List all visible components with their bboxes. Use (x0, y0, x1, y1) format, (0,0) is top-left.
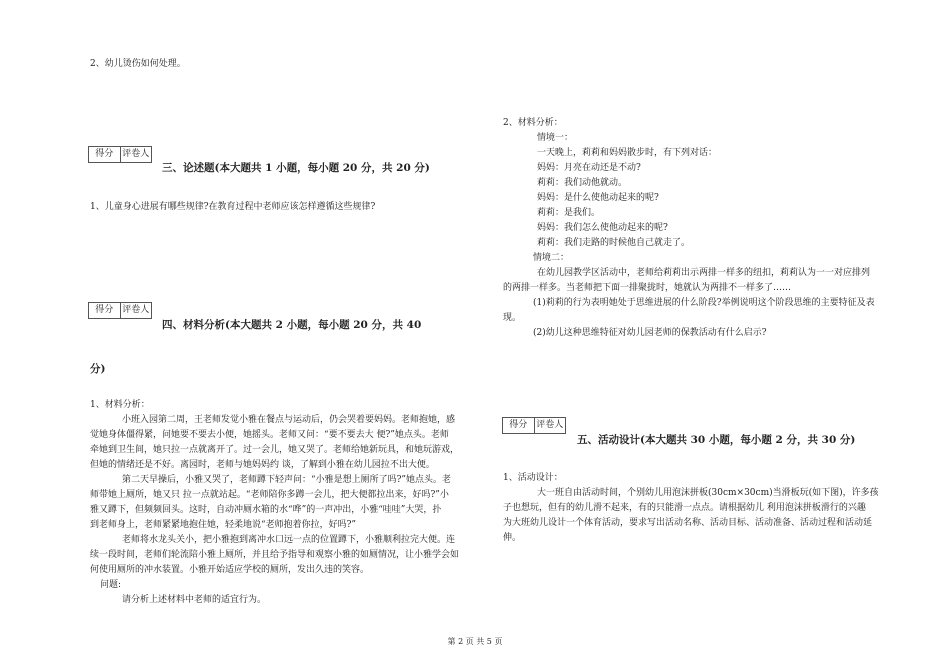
section-5-title: 五、活动设计(本大题共 30 小题，每小题 2 分，共 30 分) (577, 434, 856, 446)
text-line: 伸。 (503, 533, 522, 543)
text-line: 何使用厕所的冲水装置。小雅开始适应学校的厕所，发出久违的笑容。 (90, 565, 370, 575)
text-line: 在幼儿园教学区活动中，老师给莉莉出示两排一样多的纽扣，莉莉认为一一对应排列 (537, 268, 871, 278)
material-2-label: 2、材料分析： (503, 118, 563, 128)
question-label: 问题: (100, 580, 122, 590)
scene-1-label: 情境一： (537, 133, 574, 143)
section-4-title: 四、材料分析(本大题共 2 小题，每小题 20 分，共 40 (162, 319, 422, 331)
text-line: 觉她身体僵得紧，问她要不要去小便，她摇头。老师又问：“要不要去大 便?”她点头。老师 (90, 430, 449, 440)
score-label: 得分 (89, 147, 121, 162)
reviewer-label: 评卷人 (122, 149, 150, 159)
text-line: 子也想玩，但有的幼儿滑不起来，有的只能滑一点点。请根据幼儿 利用泡沫拼板滑行的兴趣 (503, 503, 866, 513)
text-line: 大一班自由活动时间，个别幼儿用泡沫拼板(30cm×30cm)当滑板玩(如下图)，许多孩 (537, 488, 879, 498)
material-1-label: 1、材料分析： (90, 400, 150, 410)
text-line: 妈妈：是什么使他动起来的呢? (537, 193, 659, 203)
sub-question-1: (1)莉莉的行为表明她处于思维进展的什么阶段?举例说明这个阶段思维的主要特征及表 (533, 298, 875, 308)
material-2-body (503, 131, 913, 341)
material-1-body (90, 413, 490, 608)
section-3-title: 三、论述题(本大题共 1 小题，每小题 20 分，共 20 分) (162, 162, 430, 174)
text-line: 小班入园第二周，王老师发觉小雅在餐点与运动后，仍会哭着要妈妈。老师抱她，感 (122, 415, 456, 425)
sub-question-1-cont: 现。 (503, 313, 522, 323)
text-line: 师带她上厕所，她又只 拉一点就站起。“老师陪你多蹲一会儿，把大便都拉出来，好吗?”小 (90, 490, 449, 500)
activity-body (503, 486, 913, 546)
scene-2-label: 情境二： (533, 253, 570, 263)
score-box (88, 302, 152, 319)
activity-label: 1、活动设计： (503, 473, 563, 483)
score-label: 得分 (89, 303, 121, 318)
text-line: 牵她到卫生间，她只拉一点就离开了。过一会儿，她又哭了。老师给她新玩具，和她玩游戏， (90, 445, 460, 455)
sub-question-2: (2)幼儿这种思维特征对幼儿园老师的保教活动有什么启示? (533, 328, 767, 338)
text-line: 一天晚上，莉莉和妈妈散步时，有下列对话： (537, 148, 718, 158)
text-line: 但她的情绪还是不好。离园时，老师与她妈妈约 谈，了解到小雅在幼儿园拉不出大便。 (90, 460, 435, 470)
text-line: 到老师身上，老师紧紧地抱住她，轻柔地说“老师抱着你拉，好吗?” (90, 520, 357, 530)
text-line: 莉莉：我们走路的时候他自己就走了。 (537, 238, 691, 248)
text-line: 为大班幼儿设计一个体育活动，要求写出活动名称、活动目标、活动准备、活动过程和活动延 (503, 518, 873, 528)
score-label: 得分 (503, 418, 535, 433)
text-line: 雅又蹲下，但频频回头。这时，自动冲厕水箱的水“哗”的一声冲出，小雅“哇哇”大哭，扑 (90, 505, 442, 515)
text-line: 老师将水龙头关小，把小雅抱到离冲水口远一点的位置蹲下，小雅顺利拉完大便。连 (122, 535, 456, 545)
page-number: 第 2 页 共 5 页 (447, 637, 503, 646)
text-line: 妈妈：月亮在动还是不动? (537, 163, 641, 173)
question-essay: 1、儿童身心进展有哪些规律?在教育过程中老师应该怎样遵循这些规律? (90, 202, 376, 212)
text-line: 妈妈：我们怎么使他动起来的呢? (537, 223, 668, 233)
question-burn: 2、幼儿烫伤如何处理。 (90, 59, 186, 69)
reviewer-label: 评卷人 (536, 420, 564, 430)
question-text: 请分析上述材料中老师的适宜行为。 (122, 595, 267, 605)
section-4-title-cont: 分) (90, 363, 106, 375)
text-line: 莉莉：我们动他就动。 (537, 178, 628, 188)
text-line: 续一段时间，老师们轮流陪小雅上厕所，并且给予指导和观察小雅的如厕情况，让小雅学会如 (90, 550, 460, 560)
reviewer-label: 评卷人 (122, 305, 150, 315)
score-box (502, 417, 566, 434)
score-box (88, 146, 152, 163)
text-line: 的两排一样多。当老师把下面一排聚拢时，她就认为两排不一样多了…… (503, 283, 792, 293)
text-line: 莉莉：是我们。 (537, 208, 601, 218)
text-line: 第二天早操后，小雅又哭了，老师蹲下轻声问：“小雅是想上厕所了吗?”她点头。老 (122, 475, 452, 485)
